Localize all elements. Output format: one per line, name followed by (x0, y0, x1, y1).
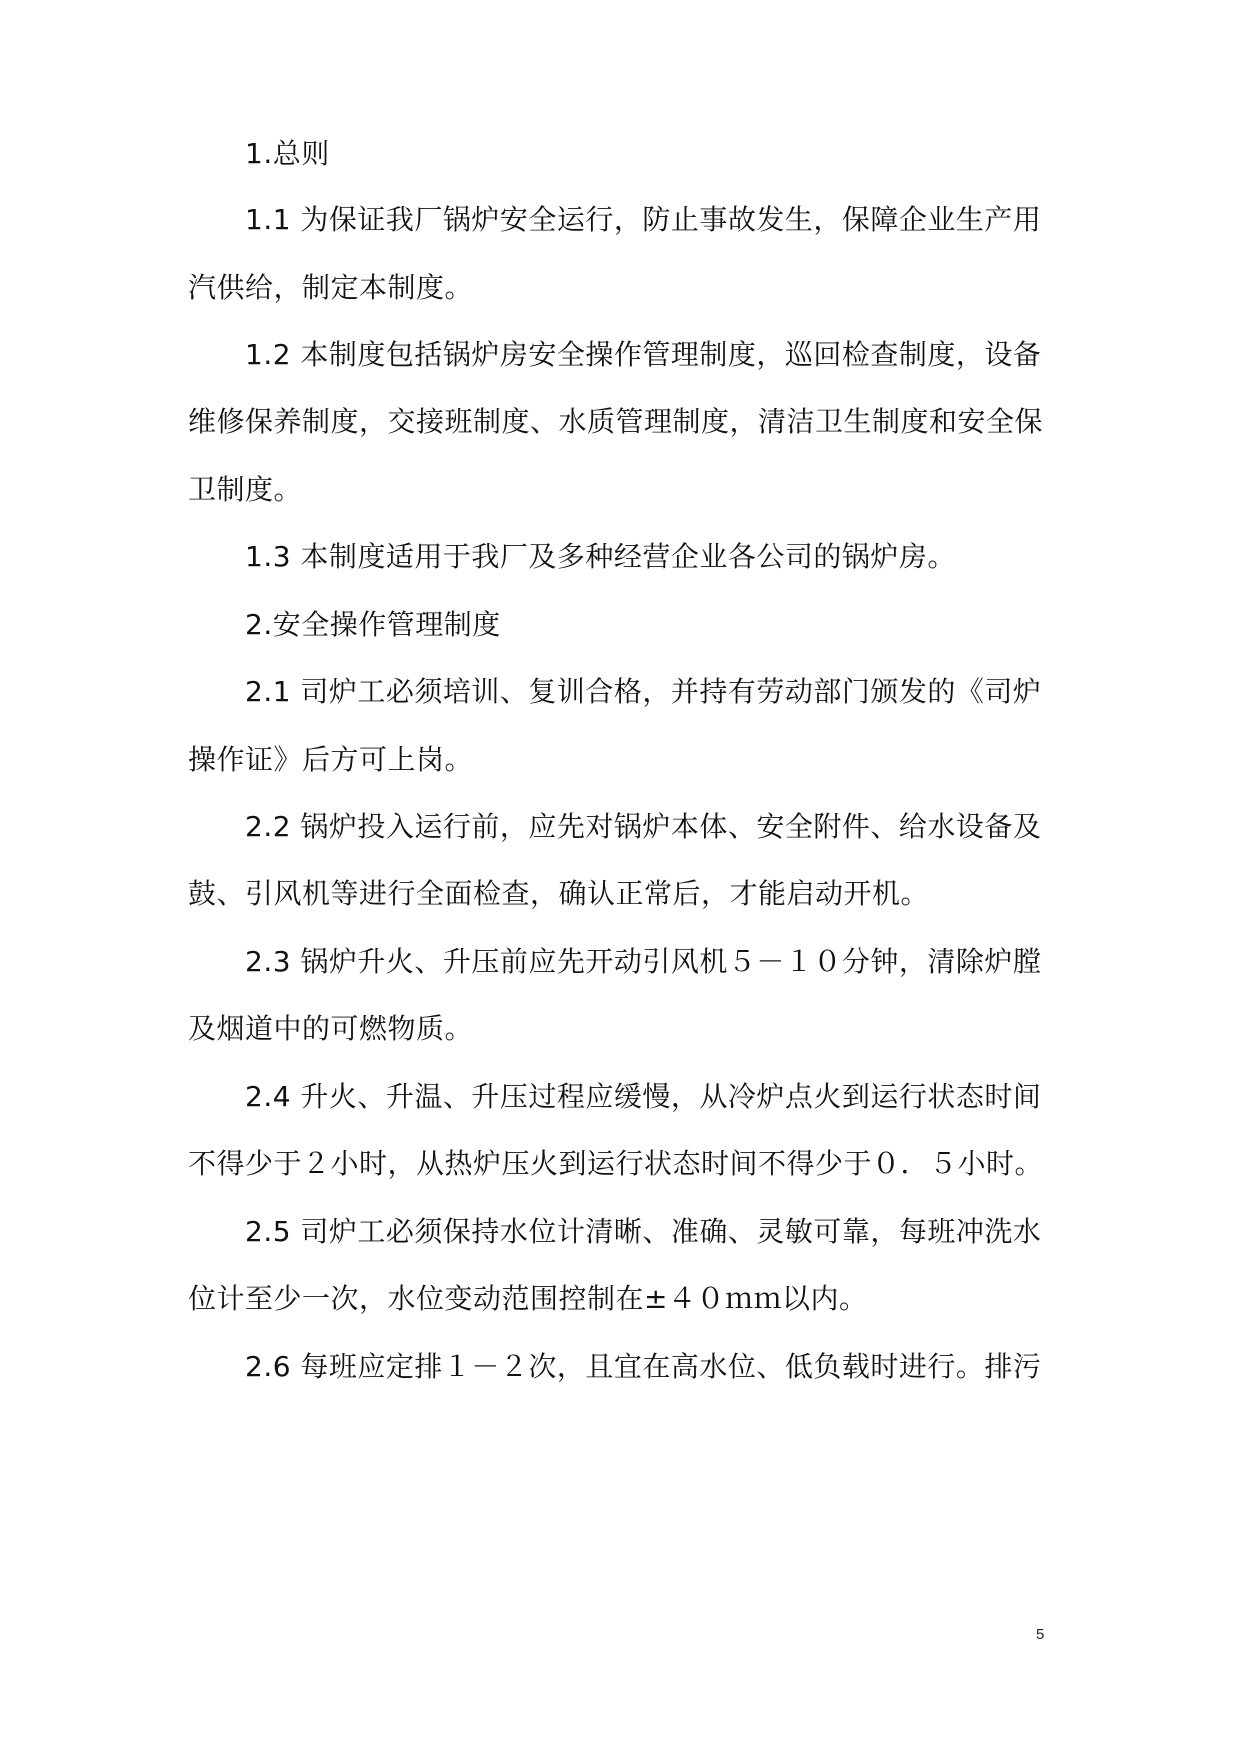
paragraph-2-4-line-2: 不得少于２小时，从热炉压火到运行状态时间不得少于０．５小时。 (188, 1147, 1044, 1180)
paragraph-2-4-line-1: 2.4 升火、升温、升压过程应缓慢，从冷炉点火到运行状态时间 (245, 1080, 1042, 1113)
page-number: 5 (1036, 1626, 1045, 1643)
paragraph-2-2-line-1: 2.2 锅炉投入运行前，应先对锅炉本体、安全附件、给水设备及 (245, 810, 1042, 843)
paragraph-2-5-line-2: 位计至少一次，水位变动范围控制在±４０ｍｍ以内。 (188, 1282, 868, 1315)
paragraph-2-3-line-1: 2.3 锅炉升火、升压前应先开动引风机５－１０分钟，清除炉膛 (245, 945, 1042, 978)
paragraph-1-1-line-1: 1.1 为保证我厂锅炉安全运行，防止事故发生，保障企业生产用 (245, 203, 1042, 236)
paragraph-2-2-line-2: 鼓、引风机等进行全面检查，确认正常后，才能启动开机。 (188, 877, 930, 910)
paragraph-2-6-line-1: 2.6 每班应定排１－２次，且宜在高水位、低负载时进行。排污 (245, 1350, 1042, 1383)
paragraph-1-1-line-2: 汽供给，制定本制度。 (188, 271, 474, 304)
paragraph-1-3: 1.3 本制度适用于我厂及多种经营企业各公司的锅炉房。 (245, 540, 956, 573)
section-heading-2: 2.安全操作管理制度 (245, 608, 501, 641)
paragraph-1-2-line-1: 1.2 本制度包括锅炉房安全操作管理制度，巡回检查制度，设备 (245, 338, 1042, 371)
paragraph-2-3-line-2: 及烟道中的可燃物质。 (188, 1012, 474, 1045)
paragraph-2-5-line-1: 2.5 司炉工必须保持水位计清晰、准确、灵敏可靠，每班冲洗水 (245, 1215, 1042, 1248)
paragraph-2-1-line-1: 2.1 司炉工必须培训、复训合格，并持有劳动部门颁发的《司炉 (245, 675, 1042, 708)
paragraph-1-2-line-2: 维修保养制度，交接班制度、水质管理制度，清洁卫生制度和安全保 (188, 405, 1044, 438)
paragraph-2-1-line-2: 操作证》后方可上岗。 (188, 743, 474, 776)
section-heading-1: 1.总则 (245, 137, 330, 170)
paragraph-1-2-line-3: 卫制度。 (188, 473, 303, 506)
